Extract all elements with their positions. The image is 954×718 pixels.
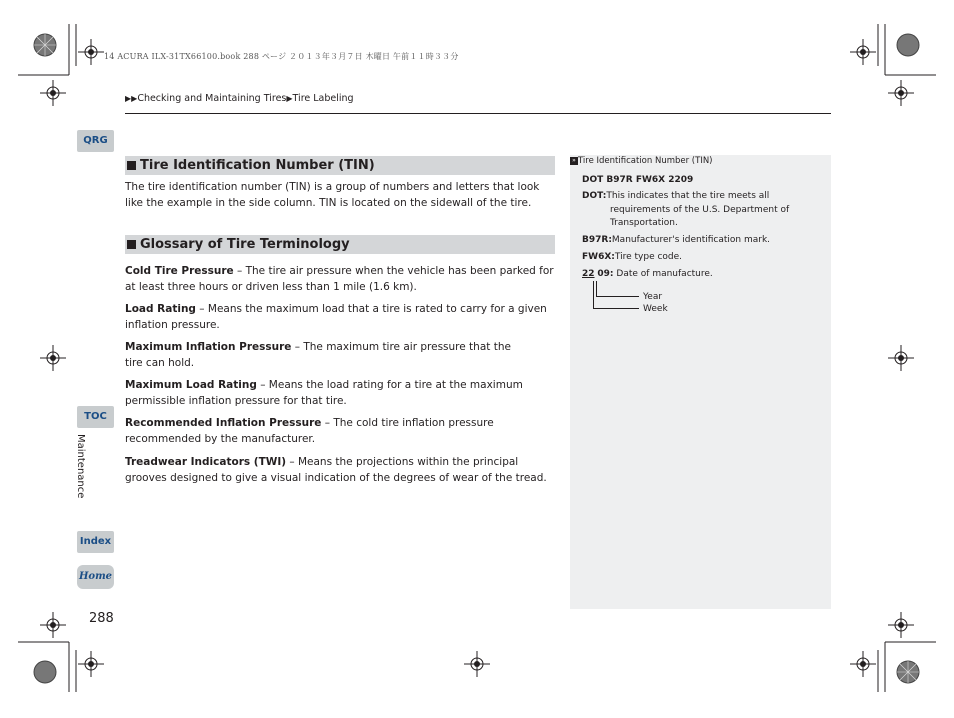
week-bracket	[593, 281, 639, 309]
glossary-entry	[125, 377, 525, 409]
section-tab-label: Maintenance	[75, 434, 86, 499]
heading-bullet	[127, 161, 136, 170]
glossary-term: Cold Tire Pressure	[125, 265, 234, 277]
breadcrumb-prefix: ▶▶	[125, 94, 138, 103]
glossary-heading-text: Glossary of Tire Terminology	[140, 237, 350, 252]
b97r-entry	[582, 235, 770, 245]
glossary-term: Recommended Inflation Pressure	[125, 417, 322, 429]
glossary-term: Maximum Inflation Pressure	[125, 341, 292, 353]
glossary-definition: – The tire air pressure when the vehicle has been parked for at least three hours or driven less than 1 mile (1.6 km).	[125, 265, 554, 293]
dot-text-2: requirements of the U.S. Department of	[610, 205, 790, 215]
breadcrumb	[125, 93, 354, 104]
glossary-definition: – Means the projections within the principal grooves designed to give a visual indication of the degrees of wear of the tread.	[125, 456, 547, 484]
breadcrumb-item-tire-labeling[interactable]: Tire Labeling	[292, 93, 354, 104]
heading-bullet	[127, 240, 136, 249]
toc-button[interactable]: TOC	[77, 406, 114, 428]
home-button-label: Home	[78, 571, 113, 582]
dot-text-1: This indicates that the tire meets all	[606, 191, 770, 201]
tin-heading	[125, 156, 555, 175]
glossary-entry	[125, 415, 555, 447]
tin-body: The tire identification number (TIN) is a group of numbers and letters that look like the example in the side column. TIN is located on the sidewall of the tire.	[125, 181, 540, 209]
breadcrumb-separator: ▶	[286, 94, 293, 103]
dot-text-3: Transportation.	[610, 218, 678, 228]
glossary-entry	[125, 263, 555, 295]
year-label: Year	[643, 292, 663, 302]
qrg-button[interactable]: QRG	[77, 130, 114, 152]
print-header: 14 ACURA ILX-31TX66100.book 288 ページ ２０１３年３月７日 木曜日 午前１１時３３分	[104, 52, 459, 61]
glossary-entry	[125, 339, 525, 371]
tin-heading-text: Tire Identification Number (TIN)	[140, 158, 375, 173]
dot-label: DOT:	[582, 191, 607, 201]
tin-example	[582, 175, 693, 185]
glossary-definition: – The maximum tire air pressure that the tire can hold.	[125, 341, 511, 369]
glossary-entry	[125, 454, 555, 486]
fw6x-text: Tire type code.	[614, 252, 683, 262]
reference-icon: »	[570, 157, 578, 165]
breadcrumb-item-checking[interactable]: Checking and Maintaining Tires	[137, 93, 287, 104]
date-text: Date of manufacture.	[616, 269, 713, 279]
home-button[interactable]	[77, 565, 114, 589]
tin-example-text: DOT B97R FW6X 2209	[582, 175, 694, 185]
glossary-entry	[125, 301, 555, 333]
glossary-heading	[125, 235, 555, 254]
index-button[interactable]: Index	[77, 531, 114, 553]
side-title-text: Tire Identification Number (TIN)	[578, 156, 713, 166]
page-number: 288	[89, 611, 114, 626]
fw6x-label: FW6X:	[582, 252, 615, 262]
glossary-definition: – The cold tire inflation pressure recommended by the manufacturer.	[125, 417, 494, 445]
b97r-text: Manufacturer's identification mark.	[611, 235, 771, 245]
date-week-digits: 22	[582, 269, 595, 279]
dot-entry	[582, 191, 769, 201]
glossary-term: Maximum Load Rating	[125, 379, 257, 391]
side-column	[570, 155, 831, 609]
header-divider	[125, 113, 831, 114]
fw6x-entry	[582, 252, 682, 262]
glossary-term: Treadwear Indicators (TWI)	[125, 456, 287, 468]
glossary-definition: – Means the load rating for a tire at the maximum permissible inflation pressure for that tire.	[125, 379, 523, 407]
date-entry	[582, 269, 713, 279]
b97r-label: B97R:	[582, 235, 612, 245]
date-year-digits: 09:	[597, 269, 614, 279]
side-title	[570, 156, 713, 166]
glossary-definition: – Means the maximum load that a tire is rated to carry for a given inflation pressure.	[125, 303, 547, 331]
glossary-term: Load Rating	[125, 303, 196, 315]
week-label: Week	[643, 304, 668, 314]
